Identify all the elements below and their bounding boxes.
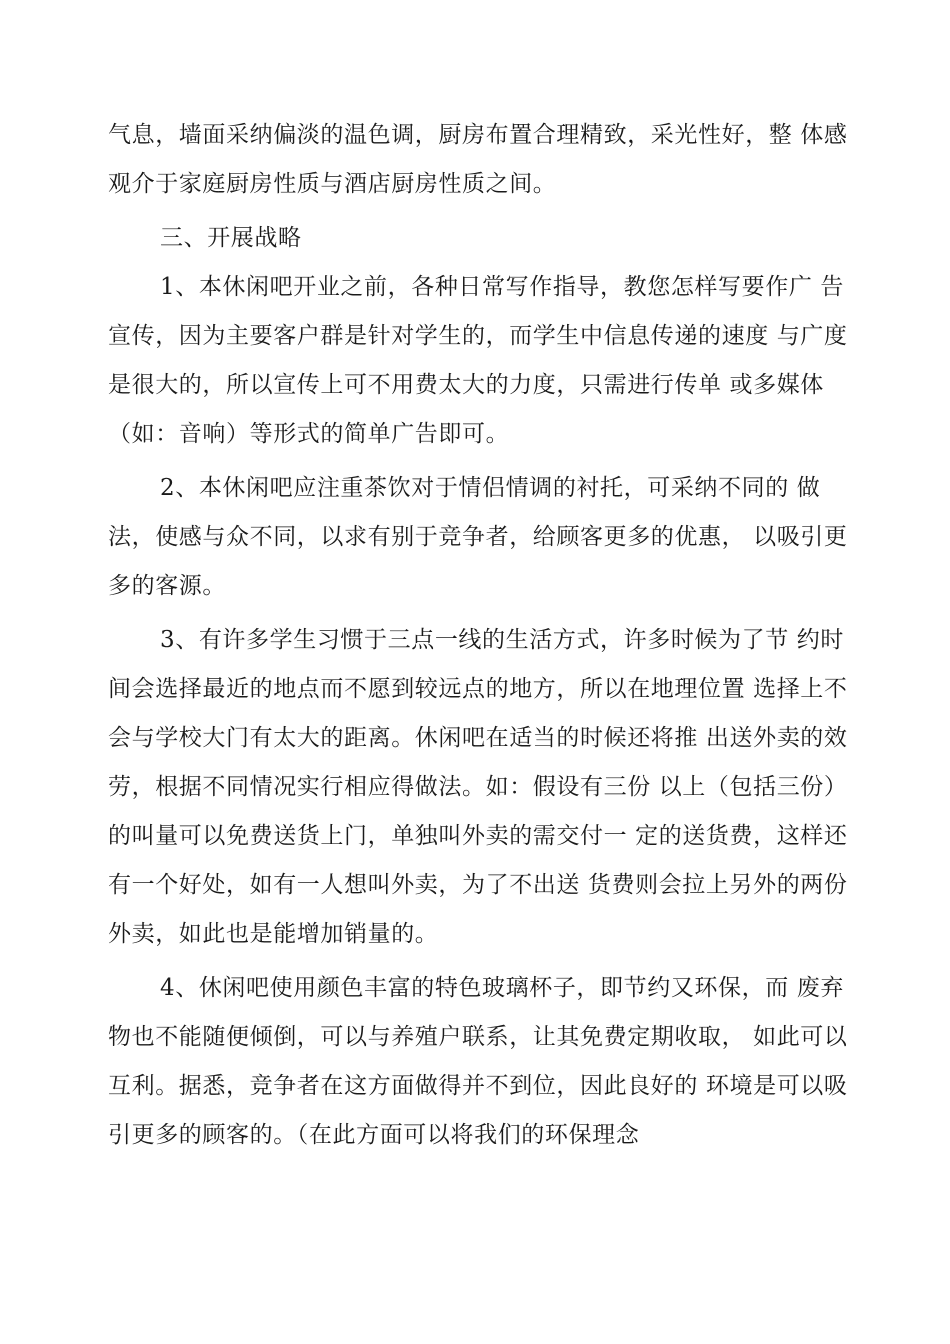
item-4-line-4: 引更多的顾客的。（在此方面可以将我们的环保理念 [108, 1122, 640, 1148]
item-3-line-6: 有一个好处，如有一人想叫外卖，为了不出送 货费则会拉上另外的两份 [108, 872, 848, 898]
item-1-line-3: 是很大的，所以宣传上可不用费太大的力度，只需进行传单 或多媒体 [108, 372, 824, 398]
item-2-line-3: 多的客源。 [108, 573, 226, 599]
item-3-line-7: 外卖，如此也是能增加销量的。 [108, 921, 439, 947]
item-3-line-3: 会与学校大门有太大的距离。休闲吧在适当的时候还将推 出送外卖的效 [108, 725, 848, 751]
item-2-line-1: 2、本休闲吧应注重茶饮对于情侣情调的衬托，可采纳不同的 做 [160, 475, 821, 501]
item-3-line-1: 3、有许多学生习惯于三点一线的生活方式，许多时候为了节 约时 [160, 627, 844, 653]
item-1-line-1: 1、本休闲吧开业之前，各种日常写作指导，教您怎样写要作广 告 [160, 274, 844, 300]
item-3-line-4: 劳，根据不同情况实行相应得做法。如：假设有三份 以上（包括三份） [108, 774, 848, 800]
item-4-line-3: 互利。据悉，竞争者在这方面做得并不到位，因此良好的 环境是可以吸 [108, 1073, 848, 1099]
paragraph-1-line-1: 气息，墙面采纳偏淡的温色调，厨房布置合理精致，采光性好，整 体感 [108, 122, 848, 148]
item-4-line-2: 物也不能随便倾倒，可以与养殖户联系，让其免费定期收取， 如此可以 [108, 1024, 848, 1050]
item-4-line-1: 4、休闲吧使用颜色丰富的特色玻璃杯子，即节约又环保，而 废弃 [160, 975, 844, 1001]
item-1-line-4: （如：音响）等形式的简单广告即可。 [108, 421, 510, 447]
section-heading: 三、开展战略 [160, 225, 302, 251]
item-3-line-2: 间会选择最近的地点而不愿到较远点的地方，所以在地理位置 选择上不 [108, 676, 848, 702]
item-2-line-2: 法，使感与众不同，以求有别于竞争者，给顾客更多的优惠， 以吸引更 [108, 524, 848, 550]
item-3-line-5: 的叫量可以免费送货上门，单独叫外卖的需交付一 定的送货费，这样还 [108, 823, 848, 849]
item-1-line-2: 宣传，因为主要客户群是针对学生的，而学生中信息传递的速度 与广度 [108, 323, 848, 349]
paragraph-1-line-2: 观介于家庭厨房性质与酒店厨房性质之间。 [108, 171, 557, 197]
